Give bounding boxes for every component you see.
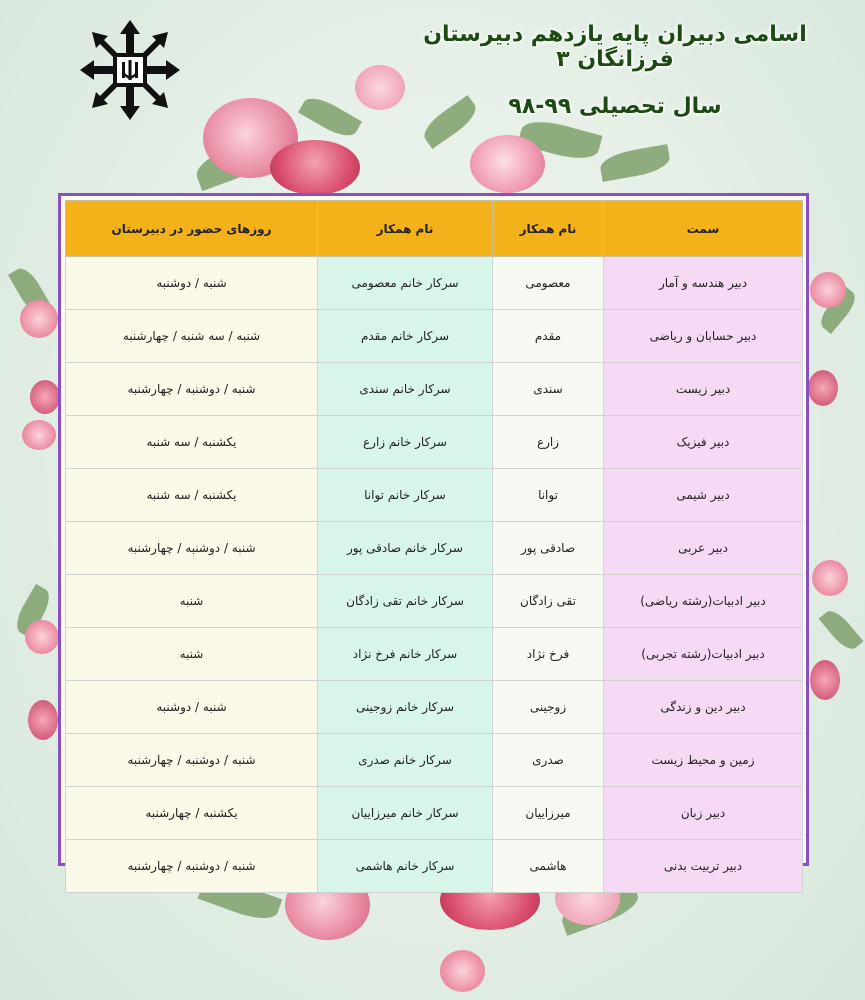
cell-days: شنبه / دوشنبه / چهارشنبه: [66, 363, 318, 416]
teachers-table-frame: [58, 193, 809, 873]
cell-role: دبیر تربیت بدنی: [604, 840, 803, 893]
table-row: [66, 363, 803, 416]
table-header-row: [66, 201, 803, 257]
cell-days: شنبه: [66, 628, 318, 681]
cell-fullname: سرکار خانم زوجینی: [318, 681, 493, 734]
table-row: [66, 681, 803, 734]
cell-fullname: سرکار خانم زارع: [318, 416, 493, 469]
cell-name: فرخ نژاد: [493, 628, 604, 681]
header-name: نام همکار: [493, 201, 604, 257]
table-row: [66, 734, 803, 787]
cell-fullname: سرکار خانم فرخ نژاد: [318, 628, 493, 681]
cell-role: دبیر شیمی: [604, 469, 803, 522]
cell-days: شنبه / دوشنبه / چهارشنبه: [66, 734, 318, 787]
cell-fullname: سرکار خانم میرزاییان: [318, 787, 493, 840]
table-row: [66, 416, 803, 469]
title-block: [405, 22, 825, 119]
cell-fullname: سرکار خانم هاشمی: [318, 840, 493, 893]
cell-days: یکشنبه / سه شنبه: [66, 469, 318, 522]
page-subtitle: سال تحصیلی ۹۹-۹۸: [508, 94, 722, 119]
cell-role: دبیر زبان: [604, 787, 803, 840]
cell-days: شنبه: [66, 575, 318, 628]
cell-name: تقی زادگان: [493, 575, 604, 628]
cell-name: توانا: [493, 469, 604, 522]
table-row: [66, 469, 803, 522]
cell-fullname: سرکار خانم معصومی: [318, 257, 493, 310]
cell-name: زارع: [493, 416, 604, 469]
table-row: [66, 522, 803, 575]
cell-name: صادقی پور: [493, 522, 604, 575]
table-row: [66, 787, 803, 840]
cell-days: یکشنبه / چهارشنبه: [66, 787, 318, 840]
cell-days: شنبه / سه شنبه / چهارشنبه: [66, 310, 318, 363]
page-title: اسامی دبیران پایه یازدهم دبیرستان فرزانگان ۳: [423, 22, 807, 72]
iran-emblem-icon: [80, 20, 180, 120]
cell-fullname: سرکار خانم مقدم: [318, 310, 493, 363]
cell-fullname: سرکار خانم توانا: [318, 469, 493, 522]
cell-role: دبیر فیزیک: [604, 416, 803, 469]
header-days: روزهای حضور در دبیرستان: [66, 201, 318, 257]
cell-name: میرزاییان: [493, 787, 604, 840]
table-row: [66, 840, 803, 893]
cell-days: شنبه / دوشنبه / چهارشنبه: [66, 840, 318, 893]
cell-role: دبیر عربی: [604, 522, 803, 575]
cell-name: سندی: [493, 363, 604, 416]
cell-role: دبیر زیست: [604, 363, 803, 416]
cell-fullname: سرکار خانم تقی زادگان: [318, 575, 493, 628]
cell-role: دبیر حسابان و ریاضی: [604, 310, 803, 363]
cell-name: معصومی: [493, 257, 604, 310]
cell-name: صدری: [493, 734, 604, 787]
cell-days: شنبه / دوشنبه: [66, 681, 318, 734]
cell-name: مقدم: [493, 310, 604, 363]
cell-days: شنبه / دوشنبه: [66, 257, 318, 310]
cell-name: زوجینی: [493, 681, 604, 734]
cell-days: شنبه / دوشنبه / چهارشنبه: [66, 522, 318, 575]
cell-name: هاشمی: [493, 840, 604, 893]
cell-days: یکشنبه / سه شنبه: [66, 416, 318, 469]
cell-role: زمین و محیط زیست: [604, 734, 803, 787]
cell-role: دبیر ادبیات(رشته ریاضی): [604, 575, 803, 628]
header-fullname: نام همکار: [318, 201, 493, 257]
cell-role: دبیر دین و زندگی: [604, 681, 803, 734]
header-role: سمت: [604, 201, 803, 257]
table-body: [66, 257, 803, 893]
cell-fullname: سرکار خانم سندی: [318, 363, 493, 416]
cell-role: دبیر هندسه و آمار: [604, 257, 803, 310]
table-row: [66, 628, 803, 681]
table-row: [66, 257, 803, 310]
cell-fullname: سرکار خانم صادقی پور: [318, 522, 493, 575]
teachers-table: [65, 200, 803, 893]
cell-fullname: سرکار خانم صدری: [318, 734, 493, 787]
table-row: [66, 575, 803, 628]
cell-role: دبیر ادبیات(رشته تجربی): [604, 628, 803, 681]
table-row: [66, 310, 803, 363]
